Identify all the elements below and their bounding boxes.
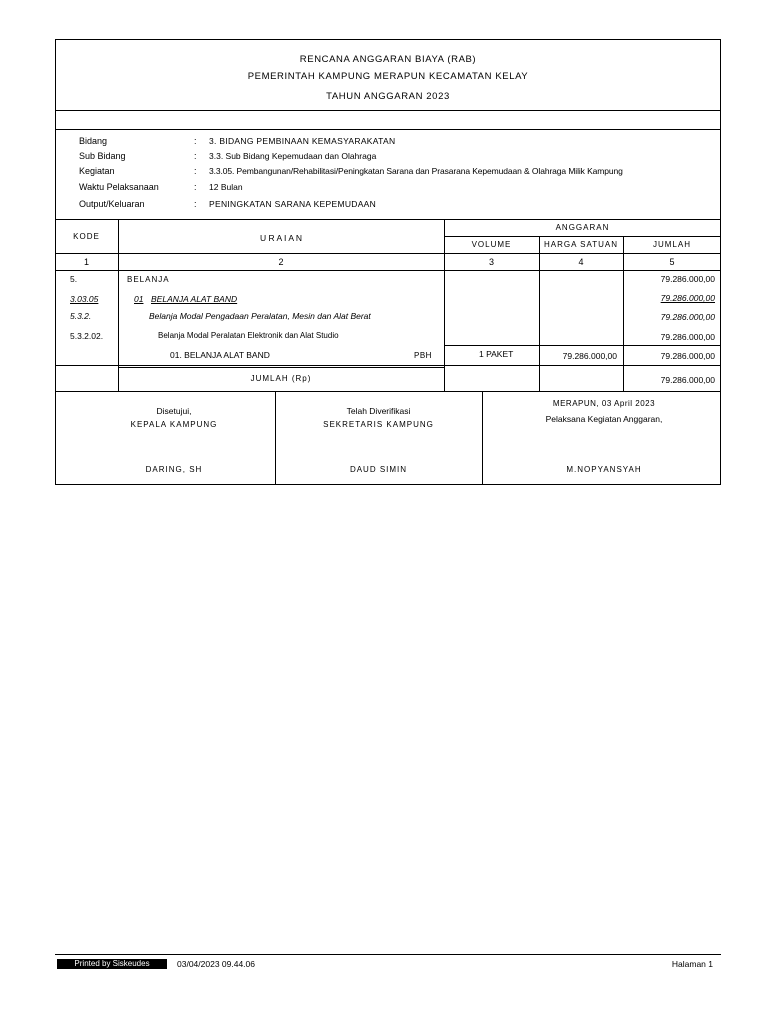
signature-role: Pelaksana Kegiatan Anggaran, [545, 414, 663, 424]
row-kode: 5.3.2.02. [70, 331, 104, 341]
row-jumlah: 79.286.000,00 [660, 351, 715, 361]
total-value: 79.286.000,00 [660, 375, 715, 385]
row-satuan: PBH [414, 351, 432, 360]
col-number: 1 [83, 257, 89, 267]
info-label-waktu: Waktu Pelaksanaan [79, 182, 159, 192]
info-label-sub-bidang: Sub Bidang [79, 151, 126, 161]
signature-caption: Telah Diverifikasi [346, 406, 411, 416]
rule [55, 253, 721, 254]
info-sep: : [194, 151, 197, 161]
info-sep: : [194, 166, 197, 176]
col-header-volume: VOLUME [471, 240, 512, 249]
row-jumlah: 79.286.000,00 [660, 274, 715, 284]
row-kode: 3.03.05 [70, 294, 99, 304]
rule [118, 367, 444, 368]
info-value-bidang: 3. BIDANG PEMBINAAN KEMASYARAKATAN [209, 136, 396, 146]
signature-name: DAUD SIMIN [349, 465, 408, 474]
row-kode: 5.3.2. [70, 311, 92, 321]
rule [55, 129, 721, 130]
signature-caption: Disetujui, [156, 406, 192, 416]
row-volume: 1 PAKET [479, 349, 514, 359]
signature-name: M.NOPYANSYAH [566, 465, 642, 474]
info-value-output: PENINGKATAN SARANA KEPEMUDAAN [209, 199, 377, 209]
rule [55, 110, 721, 111]
col-number: 3 [488, 257, 494, 267]
signature-role: SEKRETARIS KAMPUNG [323, 420, 434, 429]
rule [444, 345, 721, 346]
print-timestamp: 03/04/2023 09.44.06 [177, 959, 255, 969]
row-jumlah: 79.286.000,00 [660, 332, 715, 342]
row-jumlah: 79.286.000,00 [660, 312, 715, 322]
col-header-uraian: U R A I A N [259, 233, 303, 243]
doc-fiscal-year: TAHUN ANGGARAN 2023 [326, 91, 450, 102]
col-header-anggaran: ANGGARAN [555, 223, 610, 232]
info-label-bidang: Bidang [79, 136, 108, 146]
col-number: 5 [669, 257, 675, 267]
row-uraian: BELANJA [127, 275, 170, 284]
total-label: JUMLAH (Rp) [250, 374, 312, 383]
footer-rule [55, 954, 721, 955]
rule [444, 236, 721, 237]
col-number: 4 [578, 257, 584, 267]
doc-title: RENCANA ANGGARAN BIAYA (RAB) [299, 54, 477, 65]
row-uraian-no: 01 [134, 294, 144, 304]
col-number: 2 [278, 257, 284, 267]
info-sep: : [194, 182, 197, 192]
row-harga-satuan: 79.286.000,00 [562, 351, 617, 361]
info-sep: : [194, 199, 197, 209]
info-label-output: Output/Keluaran [79, 199, 145, 209]
info-value-kegiatan: 3.3.05. Pembangunan/Rehabilitasi/Peningkatan Sarana dan Prasarana Kepemudaan & Olahraga Milik Kampung [209, 166, 623, 176]
rule [55, 365, 721, 366]
rule [55, 391, 721, 392]
row-kode: 5. [70, 274, 78, 284]
rule [55, 219, 721, 220]
signature-place-date: MERAPUN, 03 April 2023 [552, 399, 656, 408]
info-value-sub-bidang: 3.3. Sub Bidang Kepemudaan dan Olahraga [209, 151, 377, 161]
info-sep: : [194, 136, 197, 146]
doc-government: PEMERINTAH KAMPUNG MERAPUN KECAMATAN KELAY [247, 71, 529, 82]
signature-name: DARING, SH [145, 465, 203, 474]
rule [55, 270, 721, 271]
col-header-kode: KODE [73, 232, 100, 241]
col-header-jumlah: JUMLAH [652, 240, 691, 249]
info-label-kegiatan: Kegiatan [79, 166, 115, 176]
row-uraian: BELANJA ALAT BAND [151, 294, 238, 304]
row-uraian: Belanja Modal Peralatan Elektronik dan Alat Studio [158, 331, 339, 340]
row-uraian: 01. BELANJA ALAT BAND [170, 350, 270, 360]
page-number: Halaman 1 [671, 959, 713, 969]
row-uraian: Belanja Modal Pengadaan Peralatan, Mesin dan Alat Berat [149, 311, 371, 321]
printed-by-badge: Printed by Siskeudes [57, 959, 167, 969]
signature-role: KEPALA KAMPUNG [130, 420, 218, 429]
rule [118, 219, 119, 391]
row-jumlah: 79.286.000,00 [660, 293, 715, 303]
info-value-waktu: 12 Bulan [209, 182, 243, 192]
col-header-harga-satuan: HARGA SATUAN [543, 240, 619, 249]
